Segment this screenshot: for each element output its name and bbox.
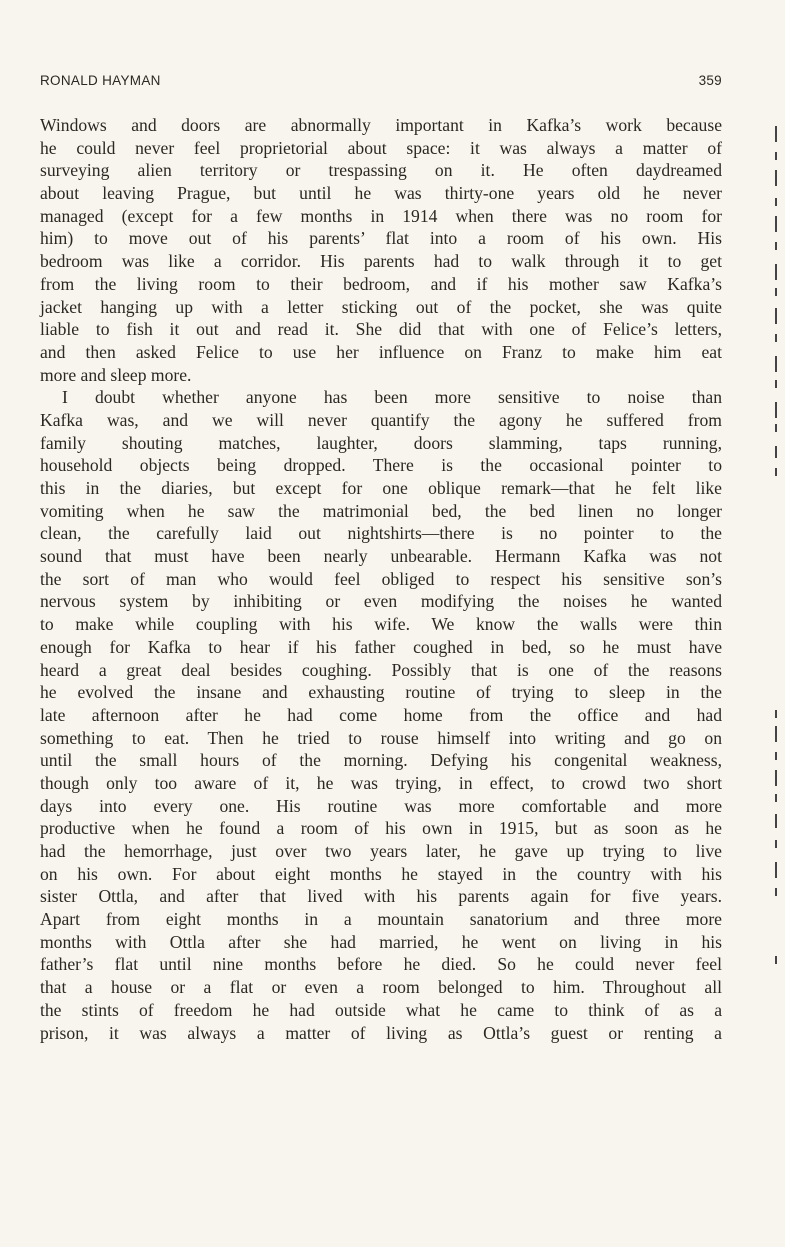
margin-mark <box>775 468 777 476</box>
text-line: father’s flat until nine months before he died. So he could never feel <box>40 954 722 975</box>
text-line: heard a great deal besides coughing. Possibly that is one of the reasons <box>40 659 722 680</box>
margin-mark <box>775 242 777 250</box>
text-line: family shouting matches, laughter, doors slamming, taps running, <box>40 432 722 453</box>
text-line: days into every one. His routine was more comfortable and more <box>40 795 722 816</box>
margin-mark <box>775 862 777 878</box>
text-line: managed (except for a few months in 1914 when there was no room for <box>40 205 722 226</box>
margin-mark <box>775 770 777 786</box>
margin-mark <box>775 752 777 760</box>
text-line: bedroom was like a corridor. His parents had to walk through it to get <box>40 251 722 272</box>
margin-mark <box>775 264 777 280</box>
margin-mark <box>775 380 777 388</box>
margin-mark <box>775 840 777 848</box>
margin-mark <box>775 794 777 802</box>
text-line: from the living room to their bedroom, and if his mother saw Kafka’s <box>40 273 722 294</box>
text-line: months with Ottla after she had married, he went on living in his <box>40 931 722 952</box>
text-line: vomiting when he saw the matrimonial bed, the bed linen no longer <box>40 500 722 521</box>
margin-mark <box>775 710 777 718</box>
text-line: that a house or a flat or even a room belonged to him. Throughout all <box>40 977 722 998</box>
margin-mark <box>775 334 777 342</box>
margin-annotation-marks <box>775 118 779 1018</box>
margin-mark <box>775 446 777 458</box>
paragraph <box>40 386 722 1044</box>
text-line: he could never feel proprietorial about space: it was always a matter of <box>40 137 722 158</box>
text-line: the sort of man who would feel obliged to respect his sensitive son’s <box>40 568 722 589</box>
text-line: Apart from eight months in a mountain sanatorium and three more <box>40 909 722 930</box>
body-text <box>40 114 722 1044</box>
text-line: I doubt whether anyone has been more sensitive to noise than <box>62 387 722 408</box>
margin-mark <box>775 152 777 160</box>
margin-mark <box>775 402 777 418</box>
margin-mark <box>775 888 777 896</box>
margin-mark <box>775 126 777 142</box>
page-number: 359 <box>698 73 722 88</box>
margin-mark <box>775 956 777 964</box>
text-line: he evolved the insane and exhausting routine of trying to sleep in the <box>40 682 722 703</box>
text-line: sister Ottla, and after that lived with his parents again for five years. <box>40 886 722 907</box>
text-line: until the small hours of the morning. Defying his congenital weakness, <box>40 750 722 771</box>
text-line: Kafka was, and we will never quantify the agony he suffered from <box>40 409 722 430</box>
margin-mark <box>775 726 777 742</box>
text-line: sound that must have been nearly unbearable. Hermann Kafka was not <box>40 546 722 567</box>
text-line: household objects being dropped. There is the occasional pointer to <box>40 455 722 476</box>
text-line: more and sleep more. <box>40 364 192 385</box>
text-line: had the hemorrhage, just over two years later, he gave up trying to live <box>40 841 722 861</box>
text-line: to make while coupling with his wife. We know the walls were thin <box>40 614 722 635</box>
margin-mark <box>775 308 777 324</box>
paragraph <box>40 114 722 386</box>
text-line: clean, the carefully laid out nightshirts—there is no pointer to the <box>40 523 722 544</box>
text-line: and then asked Felice to use her influence on Franz to make him eat <box>40 341 722 362</box>
text-line: late afternoon after he had come home from the office and had <box>40 704 722 725</box>
margin-mark <box>775 814 777 828</box>
margin-mark <box>775 198 777 206</box>
text-line: about leaving Prague, but until he was thirty-one years old he never <box>40 183 722 204</box>
margin-mark <box>775 424 777 432</box>
margin-mark <box>775 288 777 296</box>
text-line: the stints of freedom he had outside what he came to think of as a <box>40 999 722 1020</box>
running-head <box>40 73 722 93</box>
text-line: Windows and doors are abnormally important in Kafka’s work because <box>40 115 722 135</box>
text-line: productive when he found a room of his own in 1915, but as soon as he <box>40 818 722 839</box>
text-line: surveying alien territory or trespassing on it. He often daydreamed <box>40 160 722 181</box>
text-line: liable to fish it out and read it. She did that with one of Felice’s letters, <box>40 319 722 340</box>
text-line: though only too aware of it, he was trying, in effect, to crowd two short <box>40 772 722 793</box>
text-line: something to eat. Then he tried to rouse himself into writing and go on <box>40 727 722 748</box>
text-line: on his own. For about eight months he stayed in the country with his <box>40 863 722 884</box>
text-line: prison, it was always a matter of living as Ottla’s guest or renting a <box>40 1022 722 1043</box>
running-head-author: RONALD HAYMAN <box>40 73 161 88</box>
margin-mark <box>775 216 777 232</box>
text-line: enough for Kafka to hear if his father coughed in bed, so he must have <box>40 636 722 657</box>
margin-mark <box>775 170 777 186</box>
text-line: this in the diaries, but except for one oblique remark—that he felt like <box>40 478 722 498</box>
text-line: jacket hanging up with a letter sticking out of the pocket, she was quite <box>40 296 722 317</box>
text-line: nervous system by inhibiting or even modifying the noises he wanted <box>40 591 722 612</box>
margin-mark <box>775 356 777 372</box>
text-line: him) to move out of his parents’ flat into a room of his own. His <box>40 228 722 249</box>
